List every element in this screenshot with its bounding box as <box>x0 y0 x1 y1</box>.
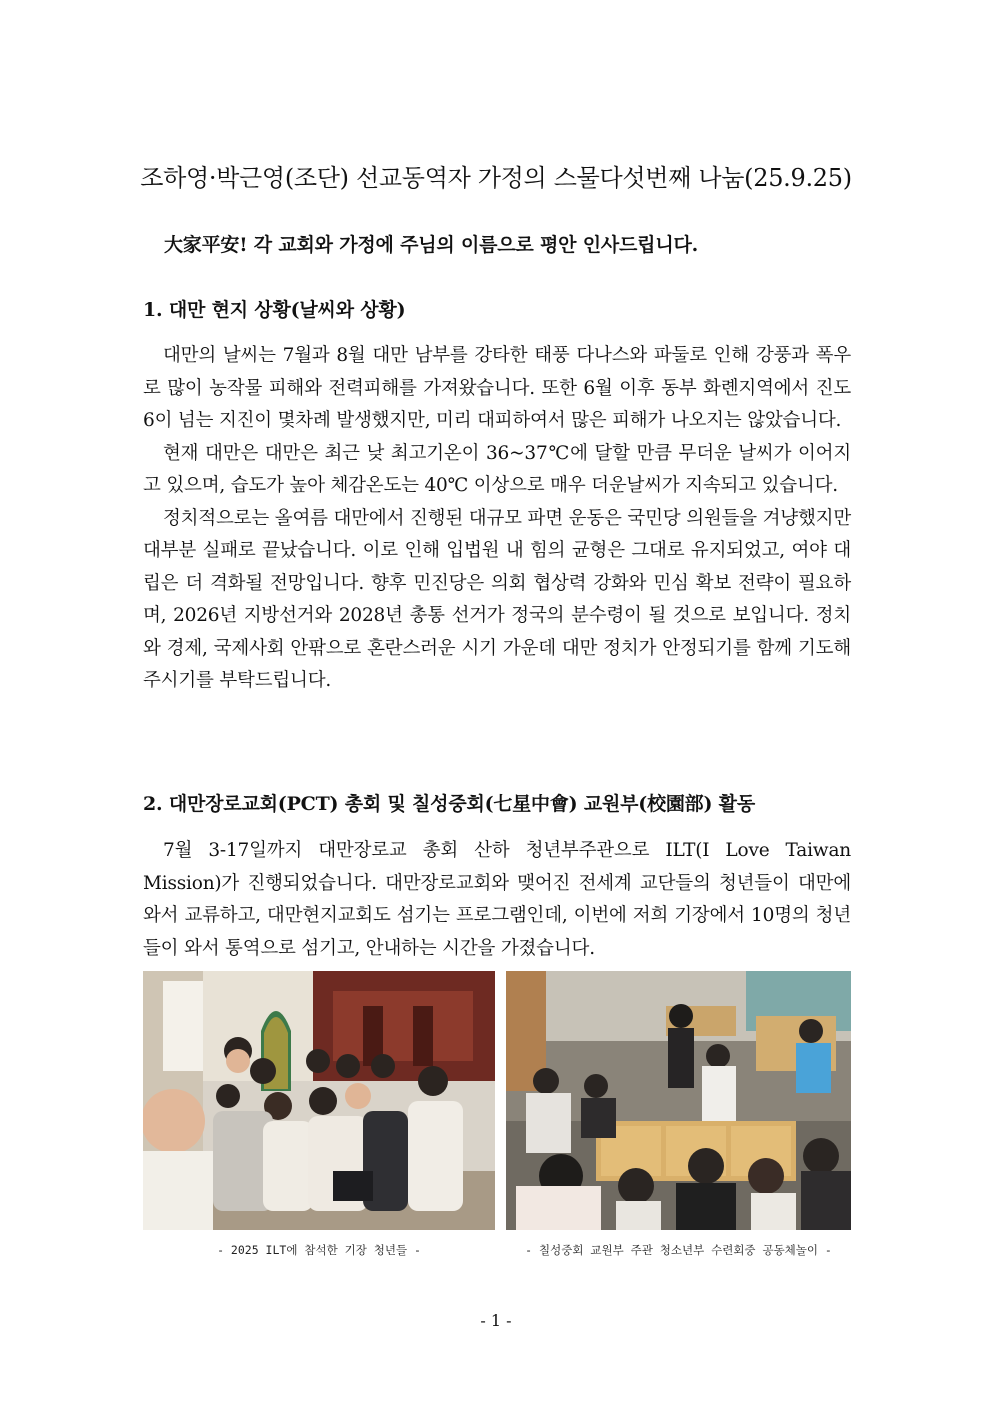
section-1-paragraph: 현재 대만은 대만은 최근 낮 최고기온이 36~37℃에 달할 만큼 무더운 날씨가 이어지고 있으며, 습도가 높아 체감온도는 40℃ 이상으로 매우 더운날씨가 지속되고 있습니다. <box>143 442 851 496</box>
greeting-line: 大家平安! 각 교회와 가정에 주님의 이름으로 평안 인사드립니다. <box>164 234 699 256</box>
section-2-paragraph: 7월 3-17일까지 대만장로교 총회 산하 청년부주관으로 ILT(I Love Taiwan Mission)가 진행되었습니다. 대만장로교회와 맺어진 전세계 교단들의 청년들이 대만에 와서 교류하고, 대만현지교회도 섬기는 프로그램인데, 이번에 저희 기장에서 10명의 청년들이 와서 통역으로 섬기고, 안내하는 시간을 가졌습니다. <box>143 840 851 959</box>
photo-ilt-youth-group <box>143 971 495 1230</box>
section-1-paragraph: 정치적으로는 올여름 대만에서 진행된 대규모 파면 운동은 국민당 의원들을 겨냥했지만 대부분 실패로 끝났습니다. 이로 인해 입법원 내 힘의 균형은 그대로 유지되었고, 여야 대립은 더 격화될 전망입니다. 향후 민진당은 의회 협상력 강화와 민심 확보 전략이 필요하며, 2026년 지방선거와 2028년 총통 선거가 정국의 분수령이 될 것으로 보입니다. 정치와 경제, 국제사회 안팎으로 혼란스러운 시기 가운데 대만 정치가 안정되기를 함께 기도해주시기를 부탁드립니다. <box>143 507 851 691</box>
photo-youth-retreat-activity <box>506 971 851 1230</box>
section-1-paragraph: 대만의 날씨는 7월과 8월 대만 남부를 강타한 태풍 다나스와 파둘로 인해 강풍과 폭우로 많이 농작물 피해와 전력피해를 가져왔습니다. 또한 6월 이후 동부 화롄지역에서 진도 6이 넘는 지진이 몇차례 발생했지만, 미리 대피하여서 많은 피해가 나오지는 않았습니다. <box>143 345 851 431</box>
photo-1-caption: - 2025 ILT에 참석한 기장 청년들 - <box>217 1243 421 1257</box>
section-2-heading: 2. 대만장로교회(PCT) 총회 및 칠성중회(七星中會) 교원부(校園部) 활동 <box>143 793 755 815</box>
photo-2-caption: - 칠성중회 교원부 주관 청소년부 수련회중 공동체놀이 - <box>525 1243 832 1257</box>
section-2-body <box>143 835 851 965</box>
document-title: 조하영·박근영(조단) 선교동역자 가정의 스물다섯번째 나눔(25.9.25) <box>140 164 852 192</box>
page-number: - 1 - <box>480 1311 512 1330</box>
section-1-body <box>143 340 851 698</box>
section-1-heading: 1. 대만 현지 상황(날씨와 상황) <box>143 299 406 321</box>
